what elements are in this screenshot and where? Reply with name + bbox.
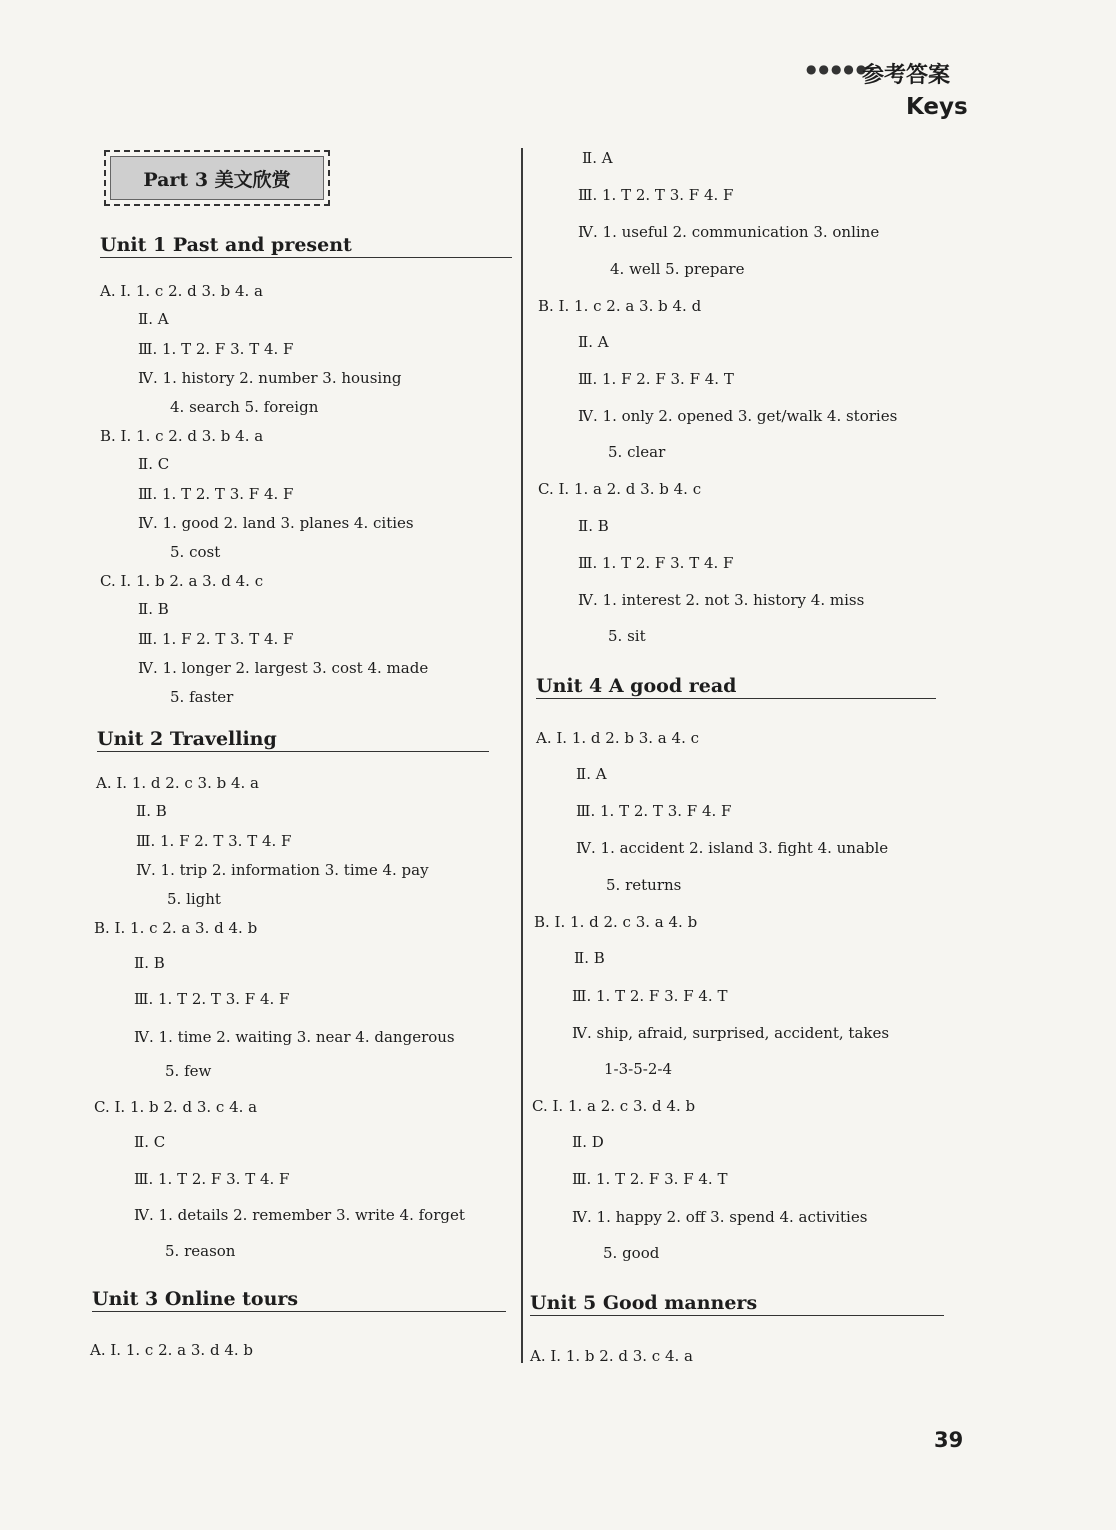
answer-line: Ⅲ. 1. T 2. F 3. F 4. T	[572, 987, 728, 1005]
answer-line: Ⅳ. 1. trip 2. information 3. time 4. pay	[136, 861, 429, 879]
column-divider	[521, 148, 523, 1363]
answer-line: Ⅳ. 1. happy 2. off 3. spend 4. activities	[572, 1208, 868, 1226]
unit-2-heading: Unit 2 Travelling	[97, 728, 489, 752]
answer-line: A. Ⅰ. 1. c 2. a 3. d 4. b	[90, 1341, 254, 1359]
answer-line: Ⅱ. A	[582, 149, 613, 167]
answer-line: Ⅲ. 1. T 2. F 3. F 4. T	[572, 1170, 728, 1188]
answer-line: 1-3-5-2-4	[604, 1060, 672, 1078]
answer-line: C. Ⅰ. 1. a 2. c 3. d 4. b	[532, 1097, 696, 1115]
answer-line: Ⅲ. 1. T 2. T 3. F 4. F	[138, 485, 294, 503]
answer-line: Ⅳ. 1. history 2. number 3. housing	[138, 369, 402, 387]
page-number: 39	[934, 1428, 964, 1452]
answer-line: Ⅱ. C	[138, 455, 170, 473]
answer-line: 5. returns	[606, 876, 682, 894]
answer-line: Ⅲ. 1. T 2. T 3. F 4. F	[578, 186, 734, 204]
answer-line: Ⅱ. D	[572, 1133, 604, 1151]
answer-line: Ⅲ. 1. T 2. F 3. T 4. F	[138, 340, 294, 358]
answer-line: B. Ⅰ. 1. c 2. d 3. b 4. a	[100, 427, 264, 445]
answer-line: Ⅳ. 1. longer 2. largest 3. cost 4. made	[138, 659, 429, 677]
answer-line: Ⅱ. A	[576, 765, 607, 783]
unit-5-heading: Unit 5 Good manners	[530, 1292, 944, 1316]
answer-line: Ⅳ. 1. time 2. waiting 3. near 4. dangerous	[134, 1028, 455, 1046]
answer-line: Ⅳ. 1. useful 2. communication 3. online	[578, 223, 880, 241]
answer-line: A. Ⅰ. 1. c 2. d 3. b 4. a	[100, 282, 264, 300]
answer-line: 5. clear	[608, 443, 666, 461]
answer-line: B. Ⅰ. 1. c 2. a 3. b 4. d	[538, 297, 702, 315]
answer-line: C. Ⅰ. 1. b 2. a 3. d 4. c	[100, 572, 264, 590]
unit-1-heading: Unit 1 Past and present	[100, 234, 512, 258]
unit-4-heading: Unit 4 A good read	[536, 675, 936, 699]
answer-line: C. Ⅰ. 1. a 2. d 3. b 4. c	[538, 480, 702, 498]
answer-line: 5. reason	[165, 1242, 236, 1260]
answer-line: Ⅱ. B	[578, 517, 609, 535]
answer-line: 5. cost	[170, 543, 221, 561]
answer-line: Ⅲ. 1. F 2. T 3. T 4. F	[138, 630, 294, 648]
header-dots: ●●●●●	[806, 62, 869, 76]
answer-line: Ⅲ. 1. T 2. T 3. F 4. F	[134, 990, 290, 1008]
answer-line: Ⅱ. B	[574, 949, 605, 967]
answer-line: Ⅱ. B	[138, 600, 169, 618]
header-keys: Keys	[906, 94, 968, 120]
answer-line: Ⅲ. 1. T 2. T 3. F 4. F	[576, 802, 732, 820]
answer-line: Ⅱ. A	[138, 310, 169, 328]
answer-line: 4. search 5. foreign	[170, 398, 319, 416]
answer-line: Ⅱ. C	[134, 1133, 166, 1151]
answer-line: Ⅱ. B	[136, 802, 167, 820]
answer-line: Ⅳ. 1. accident 2. island 3. fight 4. unable	[576, 839, 889, 857]
answer-line: Ⅲ. 1. F 2. T 3. T 4. F	[136, 832, 292, 850]
answer-line: Ⅱ. A	[578, 333, 609, 351]
answer-line: Ⅲ. 1. T 2. F 3. T 4. F	[578, 554, 734, 572]
answer-line: A. Ⅰ. 1. d 2. c 3. b 4. a	[96, 774, 260, 792]
answer-line: Ⅱ. B	[134, 954, 165, 972]
answer-line: 5. few	[165, 1062, 212, 1080]
answer-line: C. Ⅰ. 1. b 2. d 3. c 4. a	[94, 1098, 258, 1116]
answer-line: Ⅳ. 1. good 2. land 3. planes 4. cities	[138, 514, 414, 532]
unit-3-heading: Unit 3 Online tours	[92, 1288, 506, 1312]
answer-line: A. Ⅰ. 1. b 2. d 3. c 4. a	[530, 1347, 694, 1365]
answer-line: Ⅳ. 1. details 2. remember 3. write 4. forget	[134, 1206, 465, 1224]
answer-line: 5. light	[167, 890, 221, 908]
answer-line: 4. well 5. prepare	[610, 260, 745, 278]
answer-line: A. Ⅰ. 1. d 2. b 3. a 4. c	[536, 729, 700, 747]
answer-line: Ⅳ. ship, afraid, surprised, accident, takes	[572, 1024, 890, 1042]
answer-line: B. Ⅰ. 1. c 2. a 3. d 4. b	[94, 919, 258, 937]
answer-line: 5. good	[603, 1244, 660, 1262]
header-title: 参考答案	[862, 63, 951, 88]
answer-line: Ⅲ. 1. T 2. F 3. T 4. F	[134, 1170, 290, 1188]
part-label: Part 3 美文欣赏	[110, 156, 324, 200]
answer-line: B. Ⅰ. 1. d 2. c 3. a 4. b	[534, 913, 698, 931]
answer-line: Ⅳ. 1. interest 2. not 3. history 4. miss	[578, 591, 865, 609]
answer-line: 5. faster	[170, 688, 234, 706]
answer-line: 5. sit	[608, 627, 646, 645]
answer-line: Ⅲ. 1. F 2. F 3. F 4. T	[578, 370, 734, 388]
part-label-box	[104, 150, 330, 206]
answer-line: Ⅳ. 1. only 2. opened 3. get/walk 4. stories	[578, 407, 898, 425]
